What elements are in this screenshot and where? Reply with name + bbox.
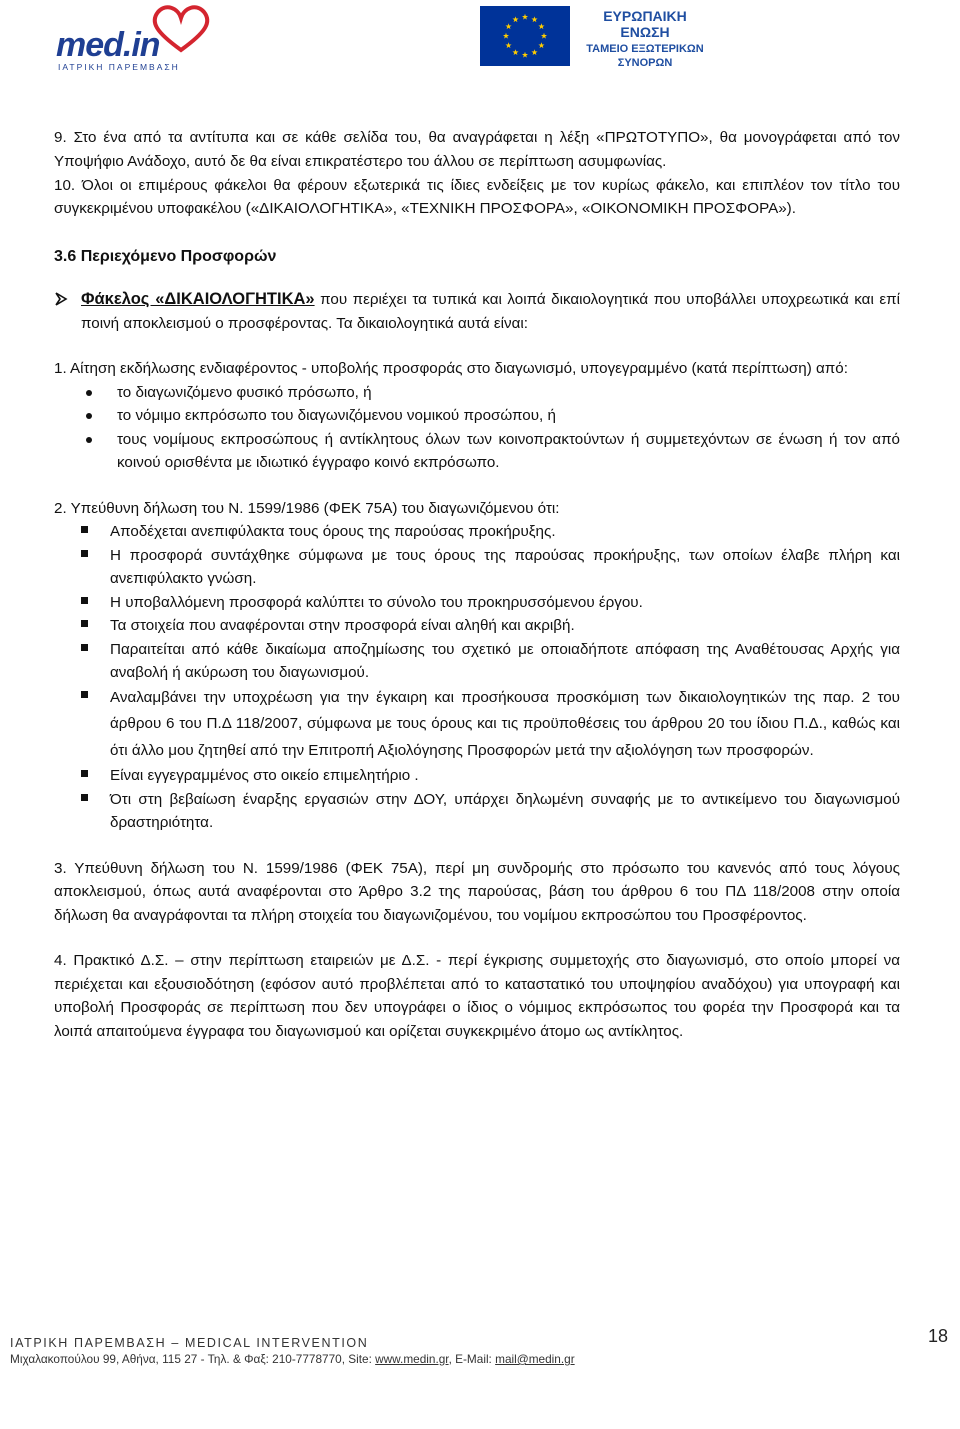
square-bullet-icon [81,794,88,801]
page-number: 18 [927,1326,948,1346]
website-link[interactable]: www.medin.gr [375,1352,449,1366]
square-bullet-icon [81,550,88,557]
square-bullet-icon [81,597,88,604]
list-item: τους νομίμους εκπροσώπους ή αντίκλητους όλων των κοινοπρακτούντων ή συμμετεχόντων σε ένωση ή τον από κοινού ορισθέντα με ιδιωτικό έγγραφο κοινό εκπρόσωπο. [54,428,900,475]
page-footer [10,1326,950,1366]
eu-star-icon [531,49,537,55]
square-bullet-icon [81,526,88,533]
list-item: Η προσφορά συντάχθηκε σύμφωνα με τους όρους της παρούσας προκήρυξης, των οποίων έλαβε πλήρη και ανεπιφύλακτο γνώση. [54,544,900,591]
list-item: Αποδέχεται ανεπιφύλακτα τους όρους της παρούσας προκήρυξης. [54,520,900,544]
envelope-description: που περιέχει τα τυπικά και λοιπά δικαιολογητικά που υποβάλλει υποχρεωτικά και επί ποινή αποκλεισμού ο προσφέροντας. Τα δικαιολογητικά αυτά είναι: [81,291,900,332]
eu-label-line3: ΣΥΝΟΡΩΝ [617,57,673,69]
item-2-square-list [54,520,900,835]
eu-star-icon [538,42,544,48]
eu-star-icon [512,49,518,55]
footer-organization: ΙΑΤΡΙΚΗ ΠΑΡΕΜΒΑΣΗ – MEDICAL INTERVENTION [10,1336,369,1350]
arrow-bullet-icon [54,292,68,306]
list-item: Είναι εγγεγραμμένος στο οικείο επιμελητήριο . [54,764,900,788]
list-item: το νόμιμο εκπρόσωπο του διαγωνιζόμενου νομικού προσώπου, ή [54,404,900,428]
eu-star-icon [541,33,547,39]
medin-logo [50,4,215,74]
eu-label-line2: ΤΑΜΕΙΟ ΕΞΩΤΕΡΙΚΩΝ [586,43,704,55]
envelope-title: Φάκελος «ΔΙΚΑΙΟΛΟΓΗΤΙΚΑ» [81,290,315,308]
item-3: 3. Υπεύθυνη δήλωση του Ν. 1599/1986 (ΦΕΚ 75Α), περί μη συνδρομής στο πρόσωπο του κανενός από τους λόγους αποκλεισμού, όπως αυτά αναφέρονται στο Άρθρο 3.2 της παρούσας, βάση του άρθρου 6 του ΠΔ 118/2008 στην οποία δήλωση θα αναγράφονται τα πλήρη στοιχεία του διαγωνιζομένου, του νομίμου εκπροσώπου του Προσφέροντος. [54,859,900,924]
envelope-item [54,288,900,335]
eu-flag-icon [480,6,570,66]
footer-contact [10,1352,950,1366]
square-bullet-icon [81,620,88,627]
list-item: το διαγωνιζόμενο φυσικό πρόσωπο, ή [54,381,900,405]
eu-star-icon [506,42,512,48]
logo-wordmark: med.in [56,26,160,64]
eu-star-icon [522,14,528,20]
square-bullet-icon [81,691,88,698]
item-4: 4. Πρακτικό Δ.Σ. – στην περίπτωση εταιρειών με Δ.Σ. - περί έγκρισης συμμετοχής στο διαγωνισμό, στο οποίο μπορεί να περιέχεται και εξουσιοδότηση (εφόσον αυτό προβλέπεται από το καταστατικό του υποψηφίου αναδόχου) για υπογραφή και υποβολή Προσφοράς σε περίπτωση που δεν υπογράφει ο ίδιος ο νόμιμος εκπρόσωπος του φορέα την Προσφορά και τα λοιπά απαιτούμενα έγγραφα του διαγωνισμού και ορίζεται συγκεκριμένο άτομο ως αντίκλητος. [54,952,900,1040]
eu-label [580,8,710,69]
item-1: 1. Αίτηση εκδήλωσης ενδιαφέροντος - υποβολής προσφοράς στο διαγωνισμό, υπογεγραμμένο (κατά περίπτωση) από: [54,360,848,377]
logo-subtitle: ΙΑΤΡΙΚΗ ΠΑΡΕΜΒΑΣΗ [58,62,180,72]
eu-star-icon [522,52,528,58]
paragraph-10: 10. Όλοι οι επιμέρους φάκελοι θα φέρουν εξωτερικά τις ίδιες ενδείξεις με τον κυρίως φάκελο, και επιπλέον τον τίτλο του συγκεκριμένου υποφακέλου («ΔΙΚΑΙΟΛΟΓΗΤΙΚΑ», «ΤΕΧΝΙΚΗ ΠΡΟΣΦΟΡΑ», «ΟΙΚΟΝΟΜΙΚΗ ΠΡΟΣΦΟΡΑ»). [54,176,900,217]
list-item: Η υποβαλλόμενη προσφορά καλύπτει το σύνολο του προκηρυσσόμενου έργου. [54,591,900,615]
section-heading: 3.6 Περιεχόμενο Προσφορών [54,247,277,265]
item-1-bullet-list [54,381,900,475]
page-header [0,0,960,90]
square-bullet-icon [81,644,88,651]
eu-star-icon [531,16,537,22]
bullet-dot-icon [86,390,92,396]
paragraph-9: 9. Στο ένα από τα αντίτυπα και σε κάθε σελίδα του, θα αναγράφεται η λέξη «ΠΡΩΤΟΤΥΠΟ», θα μονογράφεται από τον Υποψήφιο Ανάδοχο, αυτό δε θα είναι επικρατέστερο του άλλου σε περίπτωση ασυμφωνίας. [54,129,900,170]
eu-star-icon [506,23,512,29]
item-2: 2. Υπεύθυνη δήλωση του Ν. 1599/1986 (ΦΕΚ 75Α) του διαγωνιζόμενου ότι: [54,499,560,517]
eu-star-icon [538,23,544,29]
footer-email-label: , E-Mail: [448,1352,496,1366]
list-item: Αναλαμβάνει την υποχρέωση για την έγκαιρη και προσήκουσα προσκόμιση των δικαιολογητικών της παρ. 2 του άρθρου 6 του Π.Δ 118/2007, σύμφωνα με τους όρους και τις προϋποθέσεις του άρθρου 20 του ίδιου Π.Δ., καθώς και ότι άλλο μου ζητηθεί από την Επιτροπή Αξιολόγησης Προσφορών μετά την αξιολόγηση των προσφορών. [54,685,900,765]
eu-star-icon [503,33,509,39]
list-item: Παραιτείται από κάθε δικαίωμα αποζημίωσης του σχετικό με οποιαδήποτε απόφαση της Αναθέτουσας Αρχής για αναβολή ή ακύρωση του διαγωνισμού. [54,638,900,685]
square-bullet-icon [81,770,88,777]
email-link[interactable]: mail@medin.gr [495,1352,575,1366]
list-item: Ότι στη βεβαίωση έναρξης εργασιών στην ΔΟΥ, υπάρχει δηλωμένη συναφής με το αντικείμενο του διαγωνισμού δραστηριότητα. [54,788,900,835]
document-body [54,126,900,1043]
bullet-dot-icon [86,437,92,443]
bullet-dot-icon [86,413,92,419]
eu-star-icon [512,16,518,22]
footer-address: Μιχαλακοπούλου 99, Αθήνα, 115 27 - Τηλ. & Φαξ: 210-7778770, Site: [10,1352,376,1366]
list-item: Τα στοιχεία που αναφέρονται στην προσφορά είναι αληθή και ακριβή. [54,614,900,638]
eu-label-line1: ΕΥΡΩΠΑΙΚΗ ΕΝΩΣΗ [603,8,687,40]
